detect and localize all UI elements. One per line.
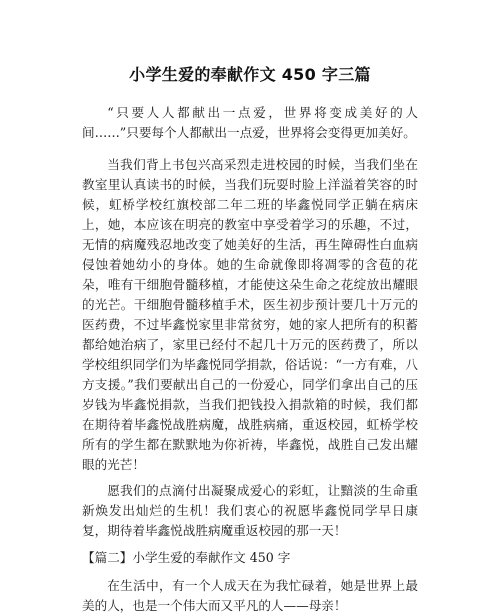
- document-title: 小学生爱的奉献作文 450 字三篇: [129, 65, 371, 84]
- section-heading: 【篇二】小学生爱的奉献作文 450 字: [82, 550, 291, 565]
- paragraph-wish: 愿我们的点滴付出凝聚成爱心的彩虹，让黯淡的生命重新焕发出灿烂的生机！我们衷心的祝愿毕鑫悦同学早日康复，期待着毕鑫悦战胜病魔重返校园的那一天！: [82, 483, 418, 538]
- paragraph-main: 当我们背上书包兴高采烈走进校园的时候，当我们坐在教室里认真读书的时候，当我们玩耍时脸上洋溢着笑容的时候，虹桥学校红旗校部二年二班的毕鑫悦同学正躺在病床上，她，本应该在明亮的教室中享受着学习的乐趣，不过，无情的病魔残忍地改变了她美好的生活，再生障碍性白血病侵蚀着她幼小的身体。她的生命就像即将凋零的含苞的花朵，唯有干细胞骨髓移植，才能使这朵生命之花绽放出耀眼的光芒。干细胞骨髓移植手术，医生初步预计要几十万元的医药费，不过毕鑫悦家里非常贫穷，她的家人把所有的积蓄都给她治病了，家里已经付不起几十万元的医药费了，所以学校组织同学们为毕鑫悦同学捐款，俗话说：“一方有难，八方支援。”我们要献出自己的一份爱心，同学们拿出自己的压岁钱为毕鑫悦捐款，当我们把钱投入捐款箱的时候，我们都在期待着毕鑫悦战胜病魔，战胜病痛，重返校园，虹桥学校所有的学生都在默默地为你祈祷，毕鑫悦，战胜自己发出耀眼的光芒！: [82, 157, 418, 472]
- paragraph-intro: “只要人人都献出一点爱，世界将变成美好的人间……”只要每个人都献出一点爱，世界将会变得更加美好。: [82, 105, 418, 140]
- paragraph-section-two: 在生活中，有一个人成天在为我忙碌着，她是世界上最美的人，也是一个伟大而又平凡的人——母亲！: [82, 578, 418, 613]
- document-body: [82, 103, 418, 616]
